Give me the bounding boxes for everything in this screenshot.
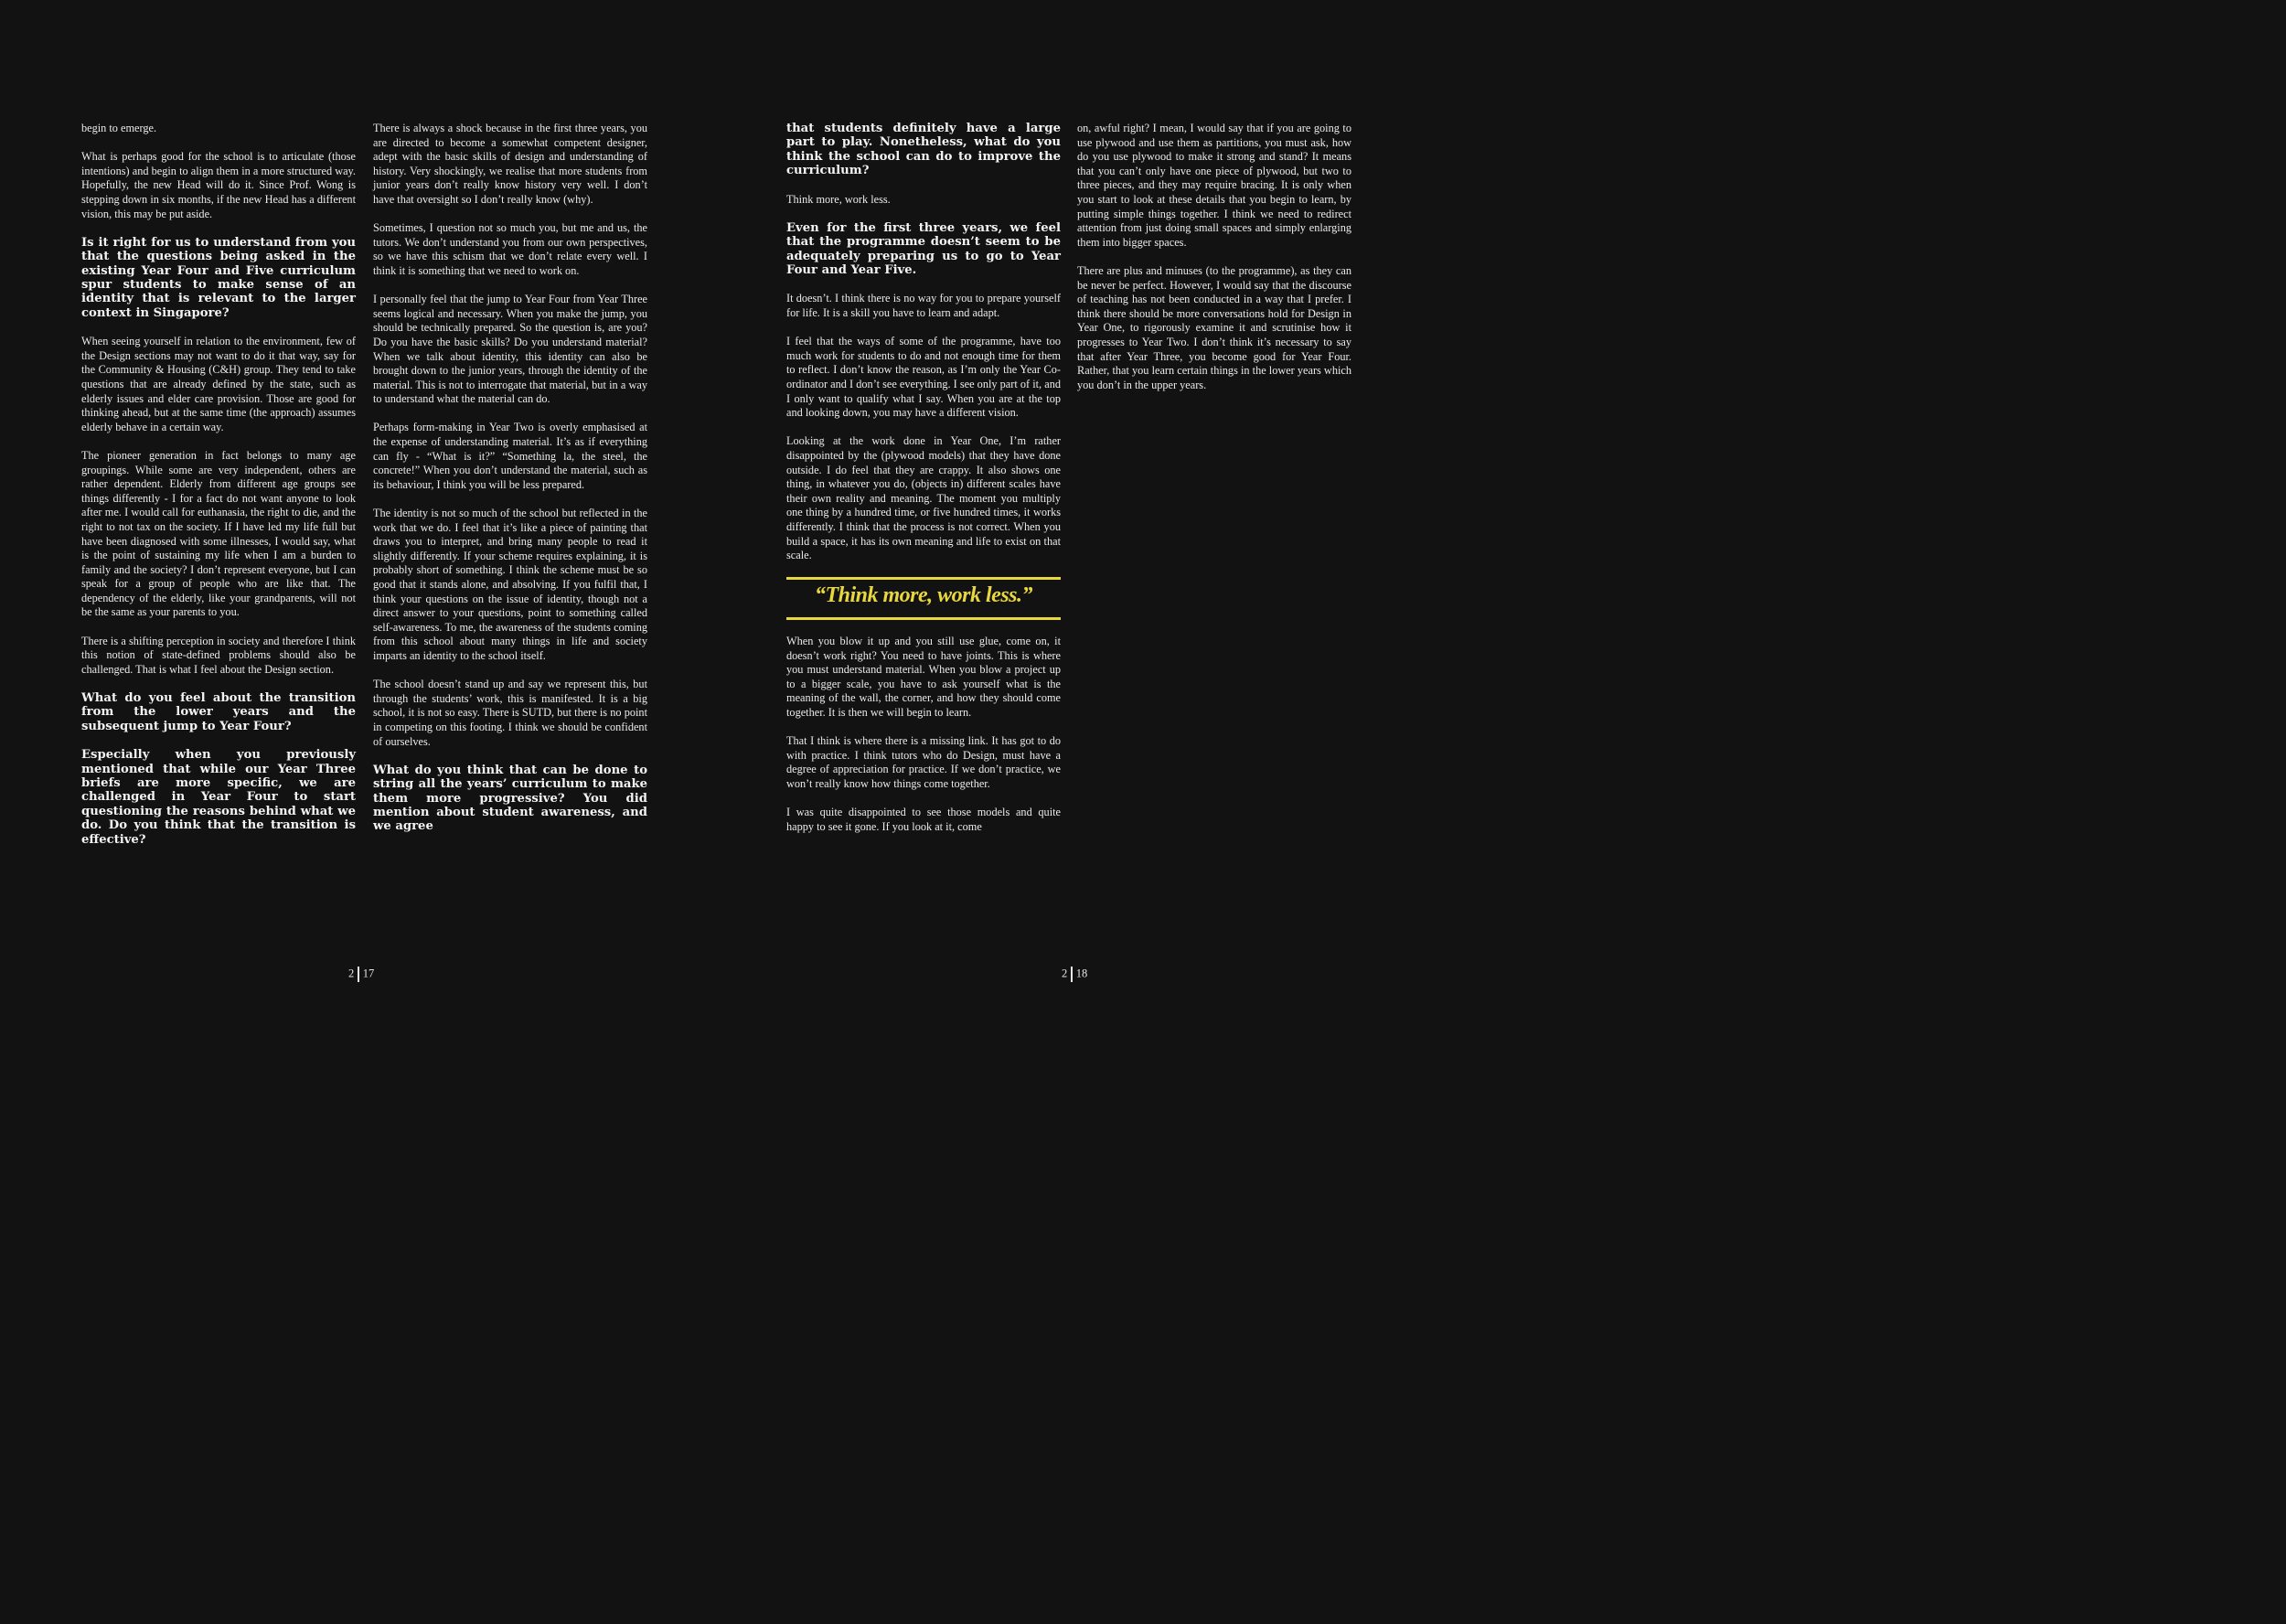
pull-quote-text: “Think more, work less.” <box>814 583 1033 608</box>
interview-question: What do you think that can be done to string all the years’ curriculum to make them more progressive? You did mention about student awareness, and we agree <box>373 763 647 834</box>
interview-question: Especially when you previously mentioned that while our Year Three briefs are more specific, we are challenged in Year Four to start questioning the reasons behind what we do. Do you think that the transition is effective? <box>81 748 356 847</box>
page-number-right <box>1062 967 1087 982</box>
interview-answer-paragraph: The pioneer generation in fact belongs to many age groupings. While some are very independent, others are rather dependent. Elderly from different age groups see things differently - I for a fact do not want anyone to look after me. I would call for euthanasia, the right to die, and the right to not tax on the society. If I have led my life full but have been diagnosed with some illnesses, I would say, what is the point of sustaining my life when I am a burden to family and the society? I don’t represent everyone, but I can speak for a group of people who are like that. The dependency of the elderly, like your grandparents, will not be the same as your parents to you. <box>81 448 356 619</box>
interview-answer-paragraph: That I think is where there is a missing link. It has got to do with practice. I think tutors who do Design, must have a degree of appreciation for practice. If we don’t practice, we won’t really know how things come together. <box>786 734 1061 790</box>
interview-question: Even for the first three years, we feel that the programme doesn’t seem to be adequately preparing us to go to Year Four and Year Five. <box>786 220 1061 278</box>
interview-answer-paragraph: Perhaps form-making in Year Two is overly emphasised at the expense of understanding material. It’s as if everything can fly - “What is it?” “Something la, the steel, the concrete!” When you don’t understand the material, such as its behaviour, I think you will be less prepared. <box>373 421 647 491</box>
page-number: 18 <box>1075 967 1088 980</box>
interview-answer-paragraph: It doesn’t. I think there is no way for you to prepare yourself for life. It is a skill you have to learn and adapt. <box>786 292 1061 320</box>
interview-answer-paragraph: There is always a shock because in the first three years, you are directed to become a somewhat competent designer, adept with the basic skills of design and understanding of history. Very shockingly, we realise that more students from junior years don’t really know history very well. I don’t have that oversight so I don’t really know (why). <box>373 122 647 206</box>
interview-answer-paragraph: When seeing yourself in relation to the environment, few of the Design sections may not want to do it that way, say for the Community & Housing (C&H) group. They tend to take questions that are already defined by the state, such as elderly issues and elder care provision. Those are good for thinking ahead, but at the same time (the approach) assumes elderly behave in a certain way. <box>81 335 356 433</box>
interview-answer-paragraph: What is perhaps good for the school is to articulate (those intentions) and begin to align them in a more structured way. Hopefully, the new Head will do it. Since Prof. Wong is stepping down in six months, if the new Head has a different vision, this may be put aside. <box>81 150 356 220</box>
page-number: 17 <box>362 967 375 980</box>
interview-answer-paragraph: begin to emerge. <box>81 122 157 134</box>
interview-answer-paragraph: on, awful right? I mean, I would say that if you are going to use plywood and use them as partitions, you must ask, how do you use plywood to make it strong and stand? It means that you can’t only have one piece of plywood, but two to three pieces, and they may require bracing. It is only when you start to look at these details that you begin to learn, by putting simple things together. I think we need to redirect attention from just doing small spaces and simply enlarging them into bigger spaces. <box>1077 122 1351 249</box>
right-column-1-bottom <box>786 635 1061 834</box>
interview-answer-paragraph: The school doesn’t stand up and say we represent this, but through the students’ work, this is manifested. It is a big school, it is not so easy. There is SUTD, but there is no point in competing on this footing. I think we should be confident of ourselves. <box>373 678 647 748</box>
interview-question: Is it right for us to understand from you that the questions being asked in the existing Year Four and Five curriculum spur students to make sense of an identity that is relevant to the larger context in Singapore? <box>81 235 356 320</box>
interview-answer-paragraph: I feel that the ways of some of the programme, have too much work for students to do and not enough time for them to reflect. I don’t know the reason, as I’m only the Year Co-ordinator and I don’t see everything. I see only part of it, and I only want to qualify what I say. When you are at the top and looking down, you may have a different vision. <box>786 335 1061 420</box>
right-page-column-1 <box>786 122 1061 849</box>
page-number-divider <box>1071 967 1073 982</box>
interview-answer-paragraph: The identity is not so much of the school but reflected in the work that we do. I feel that it’s like a piece of painting that draws you to interpret, and bring many people to read it slightly differently. If your scheme requires explaining, it is probably short of something. I think the scheme must be so good that it stands alone, and absolving. If you fulfil that, I think your questions on the issue of identity, though not a direct answer to your questions, point to something called self-awareness. To me, the awareness of the students coming from this school about many things in life and society imparts an identity to the school itself. <box>373 507 647 662</box>
chapter-number: 2 <box>348 967 355 980</box>
page-number-left <box>348 967 374 982</box>
interview-question: What do you feel about the transition from the lower years and the subsequent jump to Year Four? <box>81 691 356 733</box>
left-page-column-2 <box>373 122 647 849</box>
right-page-column-2 <box>1077 122 1351 407</box>
interview-answer-paragraph: Think more, work less. <box>786 192 891 206</box>
right-column-1-top <box>786 122 1061 563</box>
chapter-number: 2 <box>1062 967 1068 980</box>
interview-answer-paragraph: There are plus and minuses (to the programme), as they can be never be perfect. However, I would say that the discourse of teaching has not been conducted in a way that I prefer. I think there should be more conversations hold for Design in Year One, to rigorously examine it and scrutinise how it progresses to Year Two. I don’t think it’s necessary to say that after Year Three, you become good for Year Four. Rather, that you learn certain things in the lower years which you don’t in the upper years. <box>1077 263 1351 391</box>
interview-answer-paragraph: Sometimes, I question not so much you, but me and us, the tutors. We don’t understand you from our own perspectives, so we have this schism that we don’t relate every well. I think it is something that we need to work on. <box>373 221 647 277</box>
pull-quote <box>786 577 1061 620</box>
interview-answer-paragraph: When you blow it up and you still use glue, come on, it doesn’t work right? You need to have joints. This is where you must understand material. When you blow a project up to a bigger scale, you have to ask yourself what is the meaning of the wall, the corner, and how they should come together. It is then we will begin to learn. <box>786 634 1061 719</box>
interview-question: that students definitely have a large part to play. Nonetheless, what do you think the school can do to improve the curriculum? <box>786 122 1061 178</box>
interview-answer-paragraph: I personally feel that the jump to Year Four from Year Three seems logical and necessary. When you make the jump, you should be technically prepared. So the question is, are you? Do you have the basic skills? Do you understand material? When we talk about identity, this identity can also be brought down to the junior years, through the identity of the material. This is not to interrogate that material, but in a way to understand what the material can do. <box>373 293 647 406</box>
interview-answer-paragraph: There is a shifting perception in society and therefore I think this notion of state-defined problems should also be challenged. That is what I feel about the Design section. <box>81 634 356 676</box>
interview-answer-paragraph: Looking at the work done in Year One, I’m rather disappointed by the (plywood models) that they have done outside. I do feel that they are crappy. It also shows one thing, in whatever you do, (objects in) different scales have their own reality and meaning. The moment you multiply one thing by a hundred time, or five hundred times, it works differently. I think that the process is not correct. When you build a space, it has its own meaning and life to exist on that scale. <box>786 434 1061 562</box>
page-number-divider <box>358 967 359 982</box>
left-page-column-1 <box>81 122 356 861</box>
interview-answer-paragraph: I was quite disappointed to see those models and quite happy to see it gone. If you look at it, come <box>786 806 1061 833</box>
